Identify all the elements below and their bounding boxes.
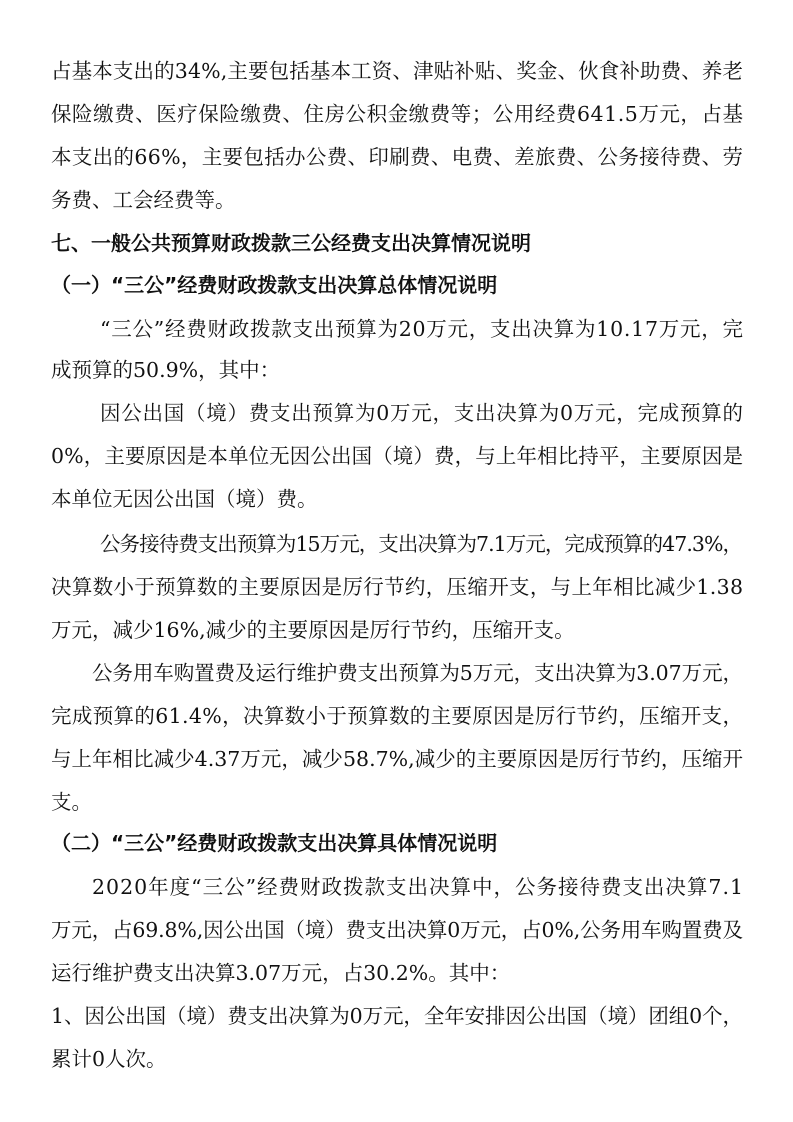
text-line: 务费、工会经费等。 [51,188,236,212]
text-line: 占基本支出的34%,主要包括基本工资、津贴补贴、奖金、伙食补助费、养老 [51,59,744,83]
text-line: 万元，减少16%,减少的主要原因是厉行节约，压缩开支。 [51,618,575,642]
text-line: 本支出的66%，主要包括办公费、印刷费、电费、差旅费、公务接待费、劳 [51,145,744,169]
text-line: 与上年相比减少4.37万元，减少58.7%,减少的主要原因是厉行节约，压缩开 [51,747,744,771]
text-line: 支。 [51,790,92,814]
text-line: 2020年度“三公”经费财政拨款支出决算中，公务接待费支出决算7.1 [92,875,744,899]
text-line: 本单位无因公出国（境）费。 [51,487,318,511]
text-line: 万元，占69.8%,因公出国（境）费支出决算0万元，占0%,公务用车购置费及 [51,918,743,942]
text-line: 公务用车购置费及运行维护费支出预算为5万元，支出决算为3.07万元， [92,661,743,685]
text-line: 决算数小于预算数的主要原因是厉行节约，压缩开支，与上年相比减少1.38 [51,575,744,599]
text-line: 运行维护费支出决算3.07万元，占30.2%。其中： [51,961,511,985]
text-line: 1、因公出国（境）费支出决算为0万元，全年安排因公出国（境）团组0个， [51,1004,743,1028]
text-line: 0%，主要原因是本单位无因公出国（境）费，与上年相比持平，主要原因是 [51,444,744,468]
section-heading: 七、一般公共预算财政拨款三公经费支出决算情况说明 [51,231,531,255]
subsection-heading: （二）“三公”经费财政拨款支出决算具体情况说明 [51,831,498,855]
subsection-heading: （一）“三公”经费财政拨款支出决算总体情况说明 [51,273,498,297]
text-line: 成预算的50.9%，其中： [51,358,281,382]
text-line: 累计0人次。 [51,1047,167,1071]
text-line: 公务接待费支出预算为15万元，支出决算为7.1万元，完成预算的47.3%， [100,532,743,556]
text-line: 因公出国（境）费支出预算为0万元，支出决算为0万元，完成预算的 [100,401,744,425]
text-line: 完成预算的61.4%，决算数小于预算数的主要原因是厉行节约，压缩开支， [51,704,744,728]
text-line: 保险缴费、医疗保险缴费、住房公积金缴费等；公用经费641.5万元，占基 [51,102,744,126]
text-line: “三公”经费财政拨款支出预算为20万元，支出决算为10.17万元，完 [100,317,744,341]
